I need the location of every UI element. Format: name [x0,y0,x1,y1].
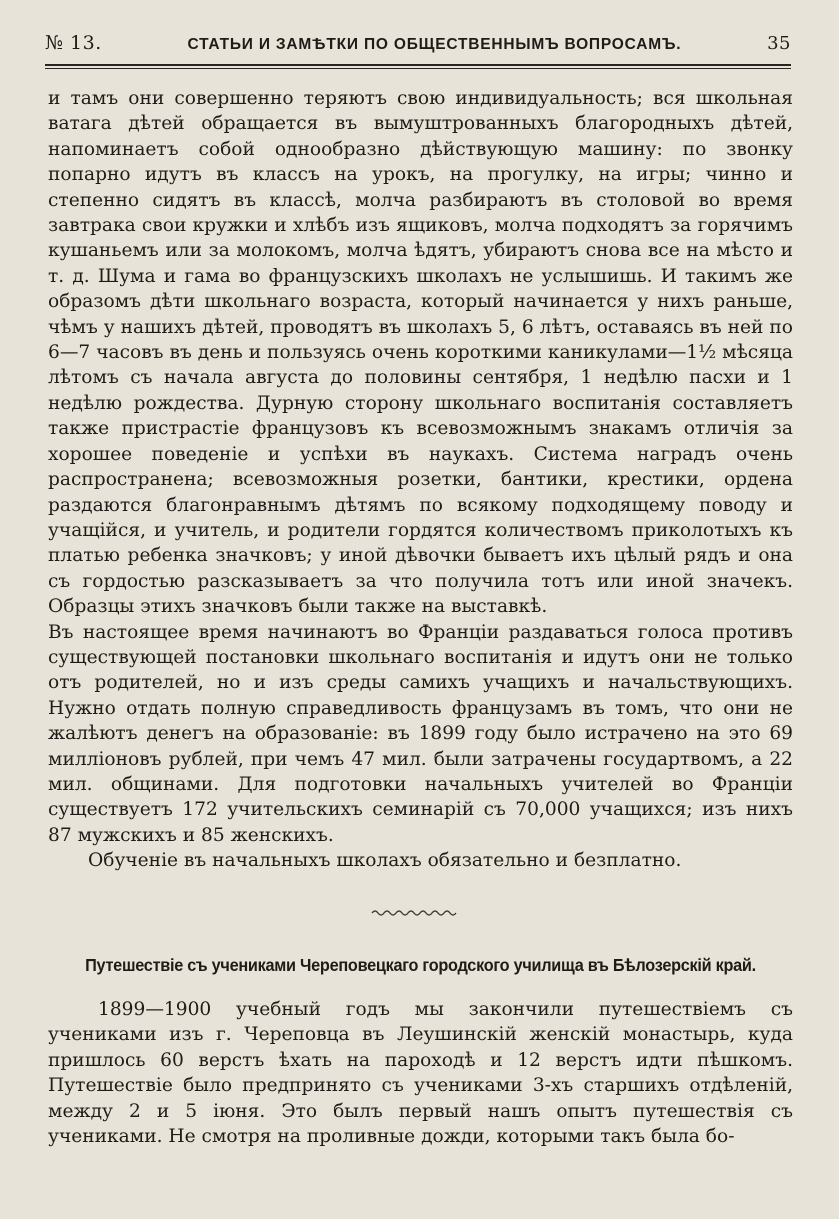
article-continuation [48,86,793,874]
issue-number: № 13. [45,32,102,54]
article-body [48,997,793,1149]
running-title: СТАТЬИ И ЗАМѢТКИ ПО ОБЩЕСТВЕННЫМЪ ВОПРОСАМЪ. [187,36,682,53]
header-rule [45,64,791,66]
article-heading: Путешествіе съ учениками Череповецкаго городского училища въ Бѣлозерскій край. [85,955,756,975]
header-rule-thin [45,68,791,69]
paragraph: 1899—1900 учебный годъ мы закончили путешествіемъ съ учениками изъ г. Череповца въ Леушинскій женскій монастырь, куда пришлось 60 верстъ ѣхать на пароходѣ и 12 верстъ идти пѣшкомъ. Путешествіе было предпринято съ учениками 3-хъ старшихъ отдѣленій, между 2 и 5 іюня. Это былъ первый нашъ опытъ путешествія съ учениками. Не смотря на проливные дожди, которыми такъ была бо- [48,999,793,1148]
page-number: 35 [767,33,791,54]
running-header [45,32,791,58]
ornamental-divider [370,908,460,918]
paragraph: Обученіе въ начальныхъ школахъ обязательно и безплатно. [88,850,682,872]
paragraph: и тамъ они совершенно теряютъ свою индивидуальность; вся школьная ватага дѣтей обращается въ вымуштрованныхъ благородныхъ дѣтей, напоминаетъ собой однообразно дѣйствующую машину: по звонку попарно идутъ въ классъ на урокъ, на прогулку, на игры; чинно и степенно сидятъ въ классѣ, молча разбираютъ въ столовой во время завтрака свои кружки и хлѣбъ изъ ящиковъ, молча подходятъ за горячимъ кушаньемъ или за молокомъ, молча ѣдятъ, убираютъ снова все на мѣсто и т. д. Шума и гама во французскихъ школахъ не услышишь. И такимъ же образомъ дѣти школьнаго возраста, который начинается у нихъ раньше, чѣмъ у нашихъ дѣтей, проводятъ въ школахъ 5, 6 лѣтъ, оставаясь въ ней по 6—7 часовъ въ день и пользуясь очень короткими каникулами—1½ мѣсяца лѣтомъ съ начала августа до половины сентября, 1 недѣлю пасхи и 1 недѣлю рождества. Дурную сторону школьнаго воспитанія составляетъ также пристрастіе французовъ къ всевозможнымъ знакамъ отличія за хорошее поведеніе и успѣхи въ наукахъ. Система наградъ очень распространена; всевозможныя розетки, бантики, крестики, ордена раздаются благонравнымъ дѣтямъ по всякому подходящему поводу и учащійся, и учитель, и родители гордятся количествомъ приколотыхъ къ платью ребенка значковъ; у иной дѣвочки бываетъ ихъ цѣлый рядъ и она съ гордостью разсказываетъ за что получила тотъ или иной значекъ. Образцы этихъ значковъ были также на выставкѣ. [48,88,793,618]
paragraph: Въ настоящее время начинаютъ во Франціи раздаваться голоса противъ существующей постановки школьнаго воспитанія и идутъ они не только отъ родителей, но и изъ среды самихъ учащихъ и начальствующихъ. Нужно отдать полную справедливость французамъ въ томъ, что они не жалѣютъ денегъ на образованіе: въ 1899 году было истрачено на это 69 милліоновъ рублей, при чемъ 47 мил. были затрачены государтвомъ, а 22 мил. общинами. Для подготовки начальныхъ учителей во Франціи существуетъ 172 учительскихъ семинарій съ 70,000 учащихся; изъ нихъ 87 мужскихъ и 85 женскихъ. [48,621,793,846]
